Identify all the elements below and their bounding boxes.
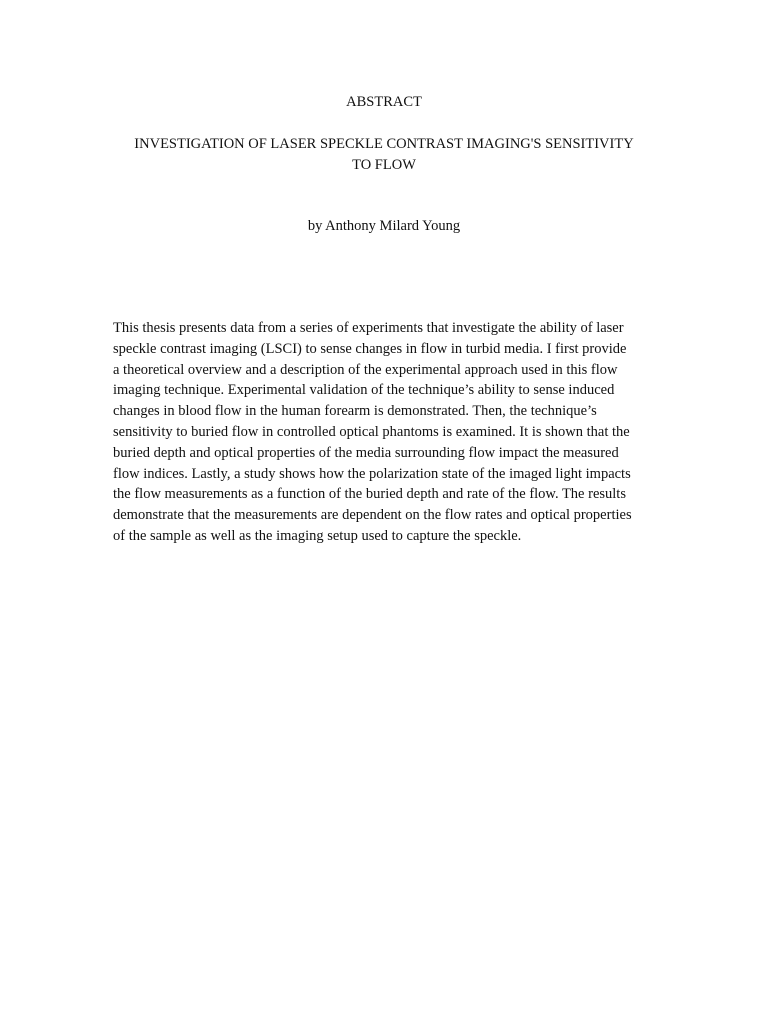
thesis-title-line-1: INVESTIGATION OF LASER SPECKLE CONTRAST IMAGING'S SENSITIVITY (134, 136, 634, 152)
body-line: flow indices. Lastly, a study shows how the polarization state of the imaged light impacts (113, 465, 631, 482)
body-line: changes in blood flow in the human forearm is demonstrated. Then, the technique’s (113, 403, 597, 420)
thesis-title-line-2: TO FLOW (352, 157, 416, 173)
body-line: the flow measurements as a function of the buried depth and rate of the flow. The results (113, 486, 626, 503)
author-byline: by Anthony Milard Young (307, 218, 461, 234)
body-line: This thesis presents data from a series of experiments that investigate the ability of laser (113, 320, 624, 336)
thesis-title (104, 134, 664, 176)
body-line: sensitivity to buried flow in controlled optical phantoms is examined. It is shown that the (113, 423, 630, 440)
body-line: buried depth and optical properties of the media surrounding flow impact the measured (113, 444, 619, 461)
body-line: of the sample as well as the imaging setup used to capture the speckle. (113, 527, 522, 544)
body-line: imaging technique. Experimental validation of the technique’s ability to sense induced (113, 382, 615, 399)
body-line: a theoretical overview and a description of the experimental approach used in this flow (113, 361, 618, 378)
section-heading: ABSTRACT (346, 94, 422, 110)
body-line: demonstrate that the measurements are dependent on the flow rates and optical properties (113, 507, 632, 524)
abstract-body (113, 318, 658, 547)
body-line: speckle contrast imaging (LSCI) to sense changes in flow in turbid media. I first provide (113, 340, 627, 357)
